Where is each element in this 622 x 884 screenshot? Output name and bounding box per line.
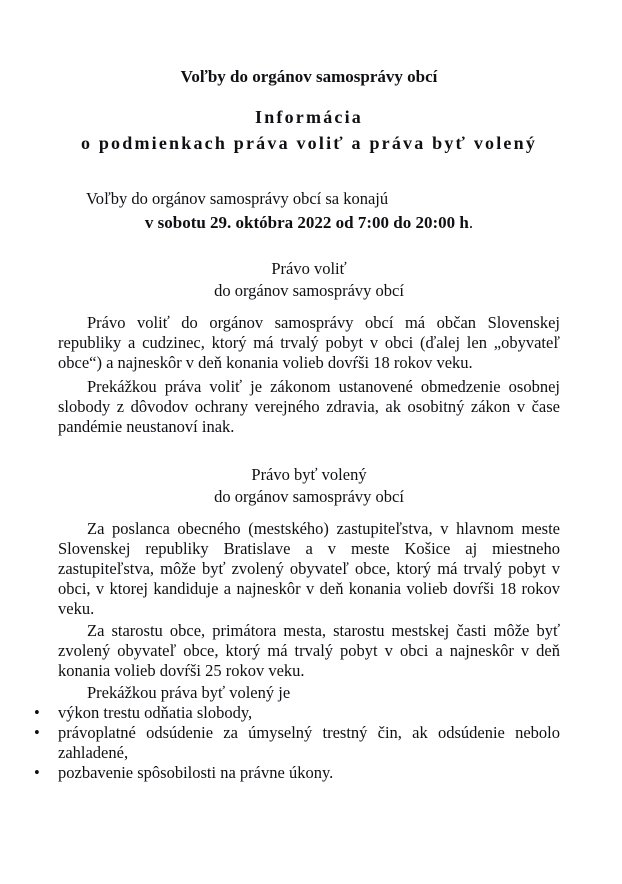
bullet-text-1: výkon trestu odňatia slobody, xyxy=(58,703,253,722)
document-title-line2: o podmienkach práva voliť a práva byť volený xyxy=(80,133,538,153)
section1-heading-line2: do orgánov samosprávy obcí xyxy=(214,281,404,300)
section-heading-right-to-vote xyxy=(58,258,560,302)
list-item xyxy=(34,763,560,783)
election-datetime-suffix: . xyxy=(468,213,474,232)
bullet-icon: • xyxy=(34,703,40,722)
section2-paragraph-3: Prekážkou práva byť volený je xyxy=(87,683,291,702)
section2-paragraph-2: Za starostu obce, primátora mesta, starostu mestskej časti môže byť zvolený obyvateľ obce, ktorý má trvalý pobyt v obci a najneskôr v deň konania volieb dovŕši 25 rokov veku. xyxy=(58,621,560,680)
section2-heading-line1: Právo byť volený xyxy=(251,465,367,484)
section1-heading-line1: Právo voliť xyxy=(271,259,347,278)
section2-heading-line2: do orgánov samosprávy obcí xyxy=(214,487,404,506)
section2-paragraph-1: Za poslanca obecného (mestského) zastupiteľstva, v hlavnom meste Slovenskej republiky Bratislave a v meste Košice aj miestneho zastupiteľstva, môže byť zvolený obyvateľ obce, ktorý má trvalý pobyt v obci, v ktorej kandiduje a najneskôr v deň konania volieb dovŕši 18 rokov veku. xyxy=(58,519,560,618)
document-title xyxy=(58,104,560,156)
section-heading-right-to-be-elected xyxy=(58,464,560,508)
bullet-icon: • xyxy=(34,723,40,742)
section1-paragraph-1: Právo voliť do orgánov samosprávy obcí má občan Slovenskej republiky a cudzinec, ktorý má trvalý pobyt v obci (ďalej len „obyvateľ obce“) a najneskôr v deň konania volieb dovŕši 18 rokov veku. xyxy=(58,313,560,372)
election-datetime: v sobotu 29. októbra 2022 od 7:00 do 20:00 h xyxy=(144,213,469,232)
bullet-text-2: právoplatné odsúdenie za úmyselný trestný čin, ak odsúdenie nebolo zahladené, xyxy=(58,723,560,762)
bullet-icon: • xyxy=(34,763,40,782)
list-item xyxy=(34,703,560,723)
document-title-line1: Informácia xyxy=(255,107,363,127)
section1-paragraph-2: Prekážkou práva voliť je zákonom ustanovené obmedzenie osobnej slobody z dôvodov ochrany verejného zdravia, ak osobitný zákon v čase pandémie neustanoví inak. xyxy=(58,377,560,436)
obstacles-bullet-list xyxy=(34,703,560,783)
election-date-line xyxy=(58,212,560,233)
document-kicker: Voľby do orgánov samosprávy obcí xyxy=(180,67,438,86)
list-item xyxy=(34,723,560,763)
intro-line: Voľby do orgánov samosprávy obcí sa konajú xyxy=(86,189,389,208)
bullet-text-3: pozbavenie spôsobilosti na právne úkony. xyxy=(58,763,334,782)
